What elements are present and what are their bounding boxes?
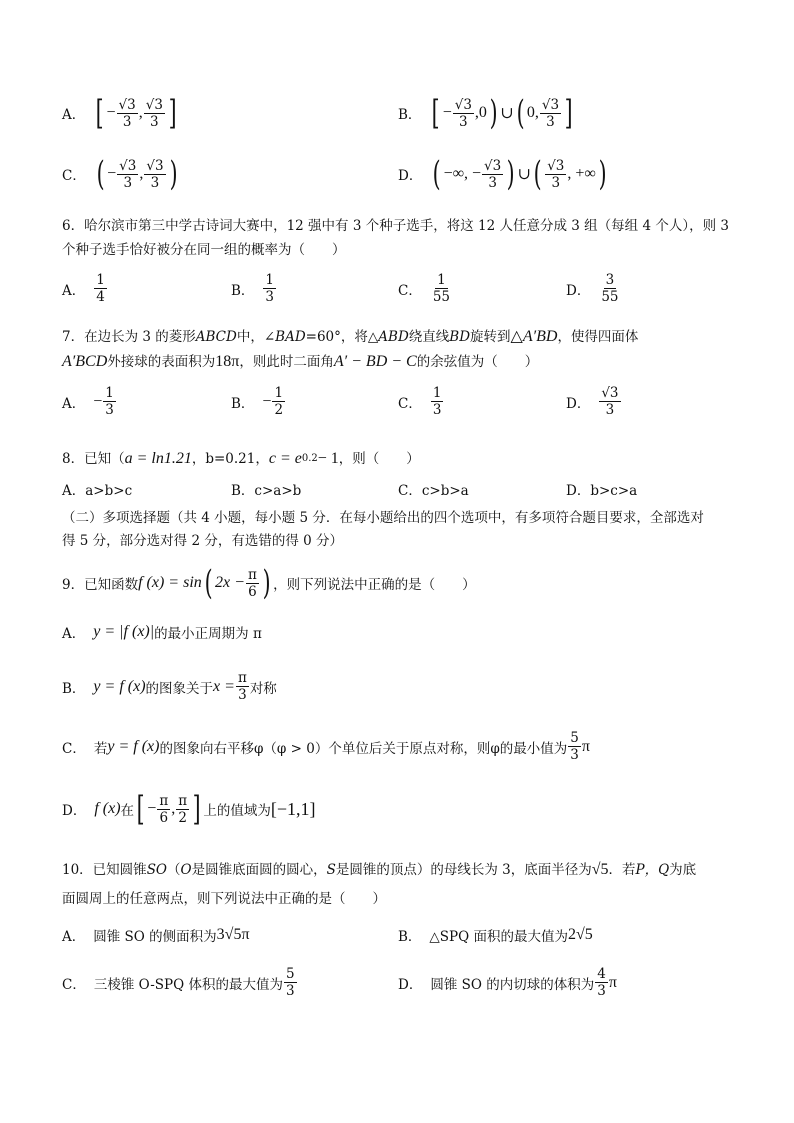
fraction: $\frac{5}{3}$ [285, 966, 295, 999]
q6-stem-line1: 6．哈尔滨市第三中学古诗词大赛中，12 强中有 3 个种子选手，将这 12 人任意分成 3 组（每组 4 个人），则 3 [62, 218, 729, 234]
q5-option-d: D． ( −∞, − $\frac{√3}{3}$ ) ∪ ( $\frac{√3}{3}$ , +∞ ) [398, 154, 607, 194]
q10-stem-line1: 10．已知圆锥 SO （ O 是圆锥底面圆的圆心， S 是圆锥的顶点）的母线长为 3，底面半径为 √5 ．若 P，Q 为底 [62, 861, 697, 878]
q6-option-a: A． $\frac{1}{4}$ [62, 272, 105, 305]
q9-stem: 9．已知函数 f (x) = sin ( 2x − $\frac{\pi}{6}$ ) ，则下列说法中正确的是（ ） [62, 563, 476, 603]
q9-option-b: B． y = f (x) 的图象关于 x = $\frac{\pi}{3}$ 对称 [62, 670, 277, 703]
fraction: $\frac{1}{3}$ [265, 272, 275, 305]
fraction: $\frac{1}{4}$ [96, 272, 105, 305]
option-label: A． [62, 107, 86, 123]
q7-option-a: A． − $\frac{1}{3}$ [62, 385, 114, 418]
q9-option-c: C． 若 y = f (x) 的图象向右平移φ（φ > 0）个单位后关于原点对称，则φ的最小值为 $\frac{5}{3}$ π [62, 730, 590, 763]
q7-option-c: C． $\frac{1}{3}$ [398, 385, 442, 418]
fraction: $\frac{1}{2}$ [274, 385, 284, 418]
fraction: $\frac{3}{55}$ [601, 272, 619, 305]
fraction: $\frac{1}{3}$ [105, 385, 114, 418]
fraction: $\frac{√3}{3}$ [601, 385, 619, 418]
fraction: $\frac{\pi}{6}$ [159, 792, 169, 826]
q10-option-a: A． 圆锥 SO 的侧面积为 3√5π [62, 926, 250, 945]
fraction: $\frac{√3}{3}$ [119, 157, 137, 191]
q7-stem-line1: 7．在边长为 3 的菱形 ABCD 中，∠ BAD =60°，将△ ABD 绕直线 BD 旋转到 △A′BD ，使得四面体 [62, 328, 639, 345]
section-heading-line1: （二）多项选择题（共 4 小题，每小题 5 分．在每小题给出的四个选项中，有多项符合题目要求，全部选对 [62, 510, 704, 526]
fraction: $\frac{\pi}{3}$ [237, 670, 247, 703]
fraction: $\frac{√3}{3}$ [547, 157, 565, 191]
q6-option-c: C． $\frac{1}{55}$ [398, 272, 451, 305]
q8-option-c: C．c>b>a [398, 483, 469, 499]
q5-option-c: C． ( − $\frac{√3}{3}$ , $\frac{√3}{3}$ ) [62, 154, 178, 194]
fraction: $\frac{1}{3}$ [432, 385, 442, 418]
q5-option-b: B． [ − $\frac{√3}{3}$ ,0 ) ∪ ( 0, $\frac{√3}{3}$ ] [398, 93, 573, 133]
fraction: $\frac{√3}{3}$ [146, 157, 164, 191]
q8-option-d: D．b>c>a [566, 483, 638, 499]
option-label: B． [398, 107, 422, 123]
fraction: $\frac{√3}{3}$ [454, 96, 472, 130]
fraction: $\frac{\pi}{2}$ [178, 792, 188, 826]
q7-stem-line2: A′BCD 外接球的表面积为 18π ，则此时二面角 A′ − BD − C 的余弦值为（ ） [62, 353, 539, 370]
q5-option-a: A． [ − $\frac{√3}{3}$ , $\frac{√3}{3}$ ] [62, 93, 177, 133]
section-heading-line2: 得 5 分，部分选对得 2 分，有选错的得 0 分） [62, 533, 344, 549]
fraction: $\frac{√3}{3}$ [145, 96, 163, 130]
q7-option-d: D． $\frac{√3}{3}$ [566, 385, 619, 418]
q6-option-d: D． $\frac{3}{55}$ [566, 272, 619, 305]
option-label: C． [62, 168, 86, 184]
q9-option-a: A． y = |f (x)| 的最小正周期为 π [62, 623, 262, 642]
fraction: $\frac{√3}{3}$ [484, 157, 502, 191]
q8-stem: 8．已知（ a = ln1.21 ，b=0.21， c = e 0.2 − 1 ，则（ ） [62, 450, 420, 467]
q9-option-d: D． f (x) 在 [ − $\frac{\pi}{6}$ , $\frac{\pi}{2}$ ] 上的值域为 [−1,1] [62, 789, 316, 829]
option-label: D． [398, 168, 423, 184]
q6-stem-line2: 个种子选手恰好被分在同一组的概率为（ ） [62, 242, 346, 258]
q7-option-b: B． − $\frac{1}{2}$ [231, 385, 284, 418]
q8-option-b: B．c>a>b [231, 483, 302, 499]
fraction: $\frac{√3}{3}$ [541, 96, 560, 130]
fraction: $\frac{√3}{3}$ [118, 96, 136, 130]
q10-option-d: D． 圆锥 SO 的内切球的体积为 $\frac{4}{3}$ π [398, 966, 617, 999]
q6-option-b: B． $\frac{1}{3}$ [231, 272, 275, 305]
q8-option-a: A．a>b>c [62, 483, 133, 499]
q10-option-c: C． 三棱锥 O-SPQ 体积的最大值为 $\frac{5}{3}$ [62, 966, 295, 999]
fraction: $\frac{5}{3}$ [570, 730, 579, 763]
fraction: $\frac{4}{3}$ [597, 966, 606, 999]
q10-stem-line2: 面圆周上的任意两点，则下列说法中正确的是（ ） [62, 891, 386, 907]
fraction: $\frac{\pi}{6}$ [247, 566, 257, 600]
fraction: $\frac{1}{55}$ [432, 272, 451, 305]
q10-option-b: B． △SPQ 面积的最大值为 2√5 [398, 926, 593, 945]
